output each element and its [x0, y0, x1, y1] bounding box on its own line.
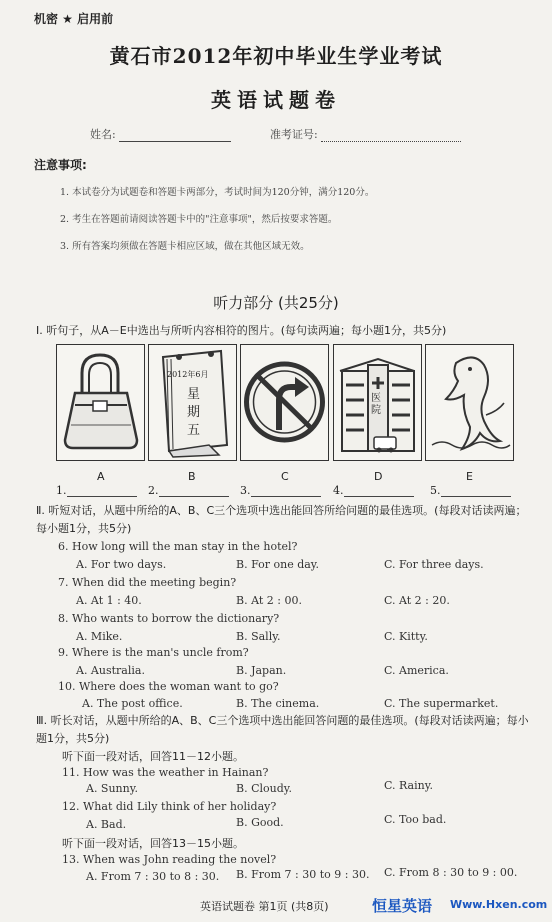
option-b: B. Cloudy.	[236, 782, 293, 795]
listening-section-title: 听力部分 (共25分)	[213, 294, 339, 312]
option-c: C. The supermarket.	[384, 697, 499, 710]
exam-id-blank	[321, 129, 461, 142]
part3-heading: Ⅲ. 听长对话，从题中所给的A、B、C三个选项中选出能回答问题的最佳选项。(每段对话读两遍；每小题1分，共5分)	[36, 714, 529, 745]
question-12: 12. What did Lily think of her holiday?	[62, 800, 277, 813]
option-a: A. For two days.	[76, 558, 167, 571]
option-c: C. Kitty.	[384, 630, 428, 643]
option-b: B. From 7 : 30 to 9 : 30.	[236, 868, 370, 881]
question-10: 10. Where does the woman want to go?	[58, 680, 279, 693]
exam-id-label: 准考证号:	[270, 128, 318, 141]
watermark-url: Www.Hxen.com	[450, 898, 548, 911]
picture-label: B	[188, 470, 196, 483]
answer-blank-4: 4.	[333, 484, 414, 497]
answer-blank-1: 1.	[56, 484, 137, 497]
option-c: C. At 2 : 20.	[384, 594, 450, 607]
picture-label: A	[97, 470, 105, 483]
question-9: 9. Where is the man's uncle from?	[58, 646, 249, 659]
option-c: C. For three days.	[384, 558, 484, 571]
watermark-brand: 恒星英语	[372, 897, 433, 915]
option-b: B. Sally.	[236, 630, 281, 643]
option-b: B. Good.	[236, 816, 284, 829]
name-field	[90, 126, 231, 142]
notes-heading: 注意事项:	[34, 158, 87, 172]
option-c: C. Too bad.	[384, 813, 447, 826]
page-footer: 英语试题卷 第1页 (共8页)	[200, 900, 329, 913]
name-blank	[119, 129, 231, 142]
answer-blank-3: 3.	[240, 484, 321, 497]
answer-blank-5: 5.	[430, 484, 511, 497]
option-b: B. Japan.	[236, 664, 287, 677]
calendar-date: 2012年6月	[167, 370, 209, 379]
option-a: A. At 1 : 40.	[76, 594, 142, 607]
dolphin-icon	[426, 345, 513, 460]
picture-c	[240, 344, 329, 461]
part1-heading: Ⅰ. 听句子，从A－E中选出与所听内容相符的图片。(每句读两遍；每小题1分，共5分)	[36, 324, 447, 337]
picture-d	[333, 344, 422, 461]
picture-label: E	[466, 470, 473, 483]
option-a: A. Sunny.	[86, 782, 138, 795]
confidential-label: 机密 ★ 启用前	[34, 12, 114, 26]
picture-a	[56, 344, 145, 461]
exam-id-field	[270, 126, 461, 142]
exam-title: 黄石市2012年初中毕业生学业考试	[109, 44, 443, 68]
question-6: 6. How long will the man stay in the hotel?	[58, 540, 298, 553]
hospital-sign: 医院	[371, 393, 381, 416]
dialogue-intro: 听下面一段对话，回答11－12小题。	[62, 750, 244, 763]
handbag-icon	[57, 345, 144, 460]
option-a: A. From 7 : 30 to 8 : 30.	[86, 870, 220, 883]
answer-blank-2: 2.	[148, 484, 229, 497]
option-a: A. Bad.	[86, 818, 127, 831]
option-a: A. Australia.	[76, 664, 145, 677]
no-right-turn-sign-icon	[241, 345, 328, 460]
question-13: 13. When was John reading the novel?	[62, 853, 277, 866]
option-c: C. From 8 : 30 to 9 : 00.	[384, 866, 518, 879]
picture-label: D	[374, 470, 383, 483]
option-a: A. Mike.	[76, 630, 123, 643]
note-item: 1. 本试卷分为试题卷和答题卡两部分，考试时间为120分钟，满分120分。	[60, 187, 375, 198]
paper-subtitle: 英语试题卷	[211, 88, 341, 112]
name-label: 姓名:	[90, 128, 116, 141]
picture-e	[425, 344, 514, 461]
question-7: 7. When did the meeting begin?	[58, 576, 237, 589]
option-c: C. Rainy.	[384, 779, 433, 792]
option-c: C. America.	[384, 664, 449, 677]
question-8: 8. Who wants to borrow the dictionary?	[58, 612, 280, 625]
picture-label: C	[281, 470, 289, 483]
picture-b	[148, 344, 237, 461]
part2-heading: Ⅱ. 听短对话，从题中所给的A、B、C三个选项中选出能回答所给问题的最佳选项。(每段对话读两遍；每小题1分，共5分)	[36, 504, 527, 535]
option-b: B. At 2 : 00.	[236, 594, 302, 607]
option-b: B. The cinema.	[236, 697, 320, 710]
note-item: 3. 所有答案均须做在答题卡相应区域，做在其他区域无效。	[60, 241, 310, 252]
calendar-char: 五	[187, 423, 201, 438]
note-item: 2. 考生在答题前请阅读答题卡中的"注意事项"，然后按要求答题。	[60, 214, 338, 225]
calendar-char: 期	[187, 405, 201, 420]
calendar-char: 星	[187, 387, 201, 402]
option-b: B. For one day.	[236, 558, 320, 571]
question-11: 11. How was the weather in Hainan?	[62, 766, 269, 779]
dialogue-intro: 听下面一段对话，回答13－15小题。	[62, 837, 244, 850]
option-a: A. The post office.	[82, 697, 183, 710]
